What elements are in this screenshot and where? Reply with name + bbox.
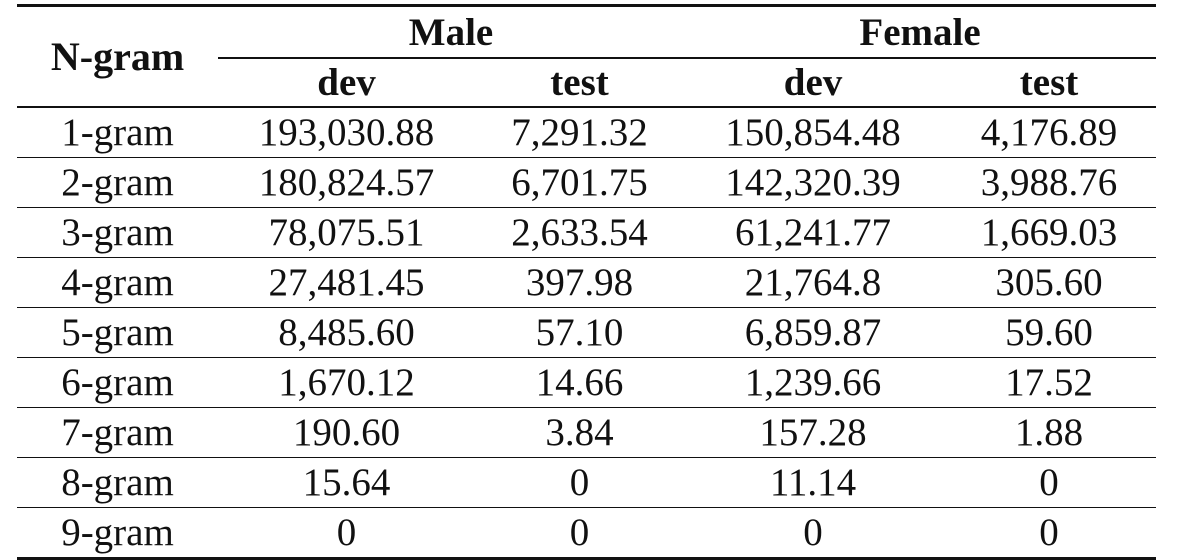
table-cell: 397.98 [475, 258, 684, 308]
male-test-header: test [475, 58, 684, 107]
row-label: 9-gram [17, 508, 218, 559]
table-cell: 1.88 [942, 408, 1156, 458]
table-cell: 11.14 [684, 458, 942, 508]
table-cell: 78,075.51 [218, 208, 475, 258]
table-cell: 57.10 [475, 308, 684, 358]
table-cell: 1,239.66 [684, 358, 942, 408]
table-row [17, 208, 1156, 258]
table-row [17, 258, 1156, 308]
table-header [17, 6, 1156, 108]
ngram-column-header: N-gram [17, 6, 218, 108]
table-cell: 7,291.32 [475, 107, 684, 158]
table-cell: 4,176.89 [942, 107, 1156, 158]
female-test-header: test [942, 58, 1156, 107]
table-cell: 0 [684, 508, 942, 559]
row-label: 1-gram [17, 107, 218, 158]
table-cell: 190.60 [218, 408, 475, 458]
table-cell: 142,320.39 [684, 158, 942, 208]
ngram-table-container [17, 4, 1156, 560]
table-row [17, 358, 1156, 408]
table-cell: 0 [942, 508, 1156, 559]
table-cell: 0 [475, 458, 684, 508]
table-body [17, 107, 1156, 559]
table-cell: 0 [218, 508, 475, 559]
table-cell: 61,241.77 [684, 208, 942, 258]
table-cell: 59.60 [942, 308, 1156, 358]
male-dev-header: dev [218, 58, 475, 107]
female-group-header: Female [684, 6, 1156, 59]
table-cell: 3,988.76 [942, 158, 1156, 208]
row-label: 8-gram [17, 458, 218, 508]
table-row [17, 458, 1156, 508]
ngram-frequency-table [17, 4, 1156, 560]
table-cell: 180,824.57 [218, 158, 475, 208]
table-cell: 6,859.87 [684, 308, 942, 358]
male-group-header: Male [218, 6, 684, 59]
table-row [17, 408, 1156, 458]
table-cell: 1,670.12 [218, 358, 475, 408]
row-label: 4-gram [17, 258, 218, 308]
table-row [17, 158, 1156, 208]
table-row [17, 107, 1156, 158]
table-cell: 157.28 [684, 408, 942, 458]
table-cell: 3.84 [475, 408, 684, 458]
table-cell: 6,701.75 [475, 158, 684, 208]
table-cell: 0 [942, 458, 1156, 508]
table-cell: 1,669.03 [942, 208, 1156, 258]
row-label: 6-gram [17, 358, 218, 408]
table-row [17, 508, 1156, 559]
table-cell: 150,854.48 [684, 107, 942, 158]
table-cell: 2,633.54 [475, 208, 684, 258]
female-dev-header: dev [684, 58, 942, 107]
table-cell: 305.60 [942, 258, 1156, 308]
row-label: 5-gram [17, 308, 218, 358]
row-label: 3-gram [17, 208, 218, 258]
row-label: 2-gram [17, 158, 218, 208]
table-cell: 0 [475, 508, 684, 559]
table-row [17, 308, 1156, 358]
table-cell: 21,764.8 [684, 258, 942, 308]
table-cell: 193,030.88 [218, 107, 475, 158]
row-label: 7-gram [17, 408, 218, 458]
table-cell: 27,481.45 [218, 258, 475, 308]
table-cell: 14.66 [475, 358, 684, 408]
table-cell: 17.52 [942, 358, 1156, 408]
table-cell: 15.64 [218, 458, 475, 508]
table-cell: 8,485.60 [218, 308, 475, 358]
